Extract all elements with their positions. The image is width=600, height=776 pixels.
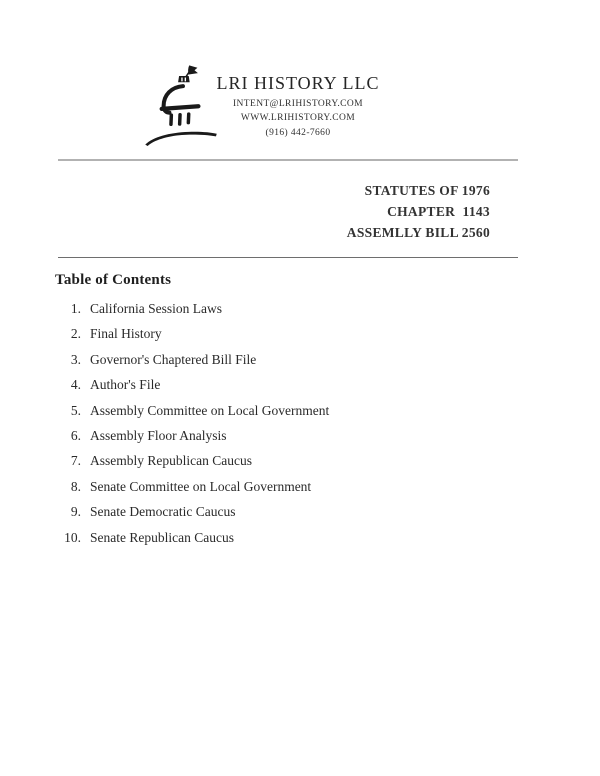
- toc-item-number: 10.: [64, 529, 81, 545]
- company-name: LRI HISTORY LLC: [216, 73, 380, 93]
- toc-item: [55, 428, 475, 453]
- divider-top: [58, 159, 518, 161]
- toc-item-label: Senate Republican Caucus: [90, 529, 234, 545]
- toc-item-label: California Session Laws: [90, 301, 222, 316]
- toc-item: [55, 403, 475, 428]
- toc-item-label: Governor's Chaptered Bill File: [90, 351, 257, 367]
- toc-item-label: Senate Democratic Caucus: [90, 504, 236, 520]
- toc-item-number: 3.: [70, 351, 81, 367]
- toc-item-label: Final History: [90, 326, 162, 342]
- toc-item-number: 9.: [70, 504, 81, 520]
- company-website: WWW.LRIHISTORY.COM: [240, 113, 356, 123]
- toc-item: [55, 301, 475, 326]
- toc-item: [55, 479, 475, 504]
- toc-item: [55, 453, 475, 478]
- toc-item-number: 2.: [70, 326, 81, 342]
- toc-item: [55, 377, 475, 402]
- toc-item-number: 4.: [70, 377, 81, 393]
- letterhead: [198, 73, 398, 138]
- toc-list: [55, 301, 475, 555]
- toc-item-number: 6.: [70, 427, 81, 443]
- divider-bottom: [58, 257, 518, 258]
- toc-item: [55, 530, 475, 555]
- toc-item-number: 8.: [70, 478, 81, 494]
- toc-item-label: Author's File: [90, 377, 161, 393]
- toc-item-label: Senate Committee on Local Government: [90, 478, 312, 494]
- toc-item-label: Assembly Committee on Local Government: [90, 402, 330, 418]
- statutes-line: STATUTES OF 1976: [364, 183, 490, 198]
- toc-item-label: Assembly Republican Caucus: [90, 453, 252, 469]
- toc-item: [55, 326, 475, 351]
- chapter-line: CHAPTER 1143: [387, 204, 490, 219]
- toc-item-number: 1.: [70, 301, 81, 316]
- toc-item-number: 7.: [70, 453, 81, 469]
- toc-item: [55, 504, 475, 529]
- toc-item-label: Assembly Floor Analysis: [90, 427, 227, 443]
- bill-reference-block: [347, 180, 490, 243]
- company-phone: (916) 442-7660: [265, 127, 331, 138]
- assembly-bill-line: ASSEMLLY BILL 2560: [346, 225, 490, 240]
- toc-heading: Table of Contents: [55, 272, 172, 288]
- company-email: INTENT@LRIHISTORY.COM: [232, 98, 363, 109]
- toc-item: [55, 352, 475, 377]
- toc-item-number: 5.: [70, 402, 81, 418]
